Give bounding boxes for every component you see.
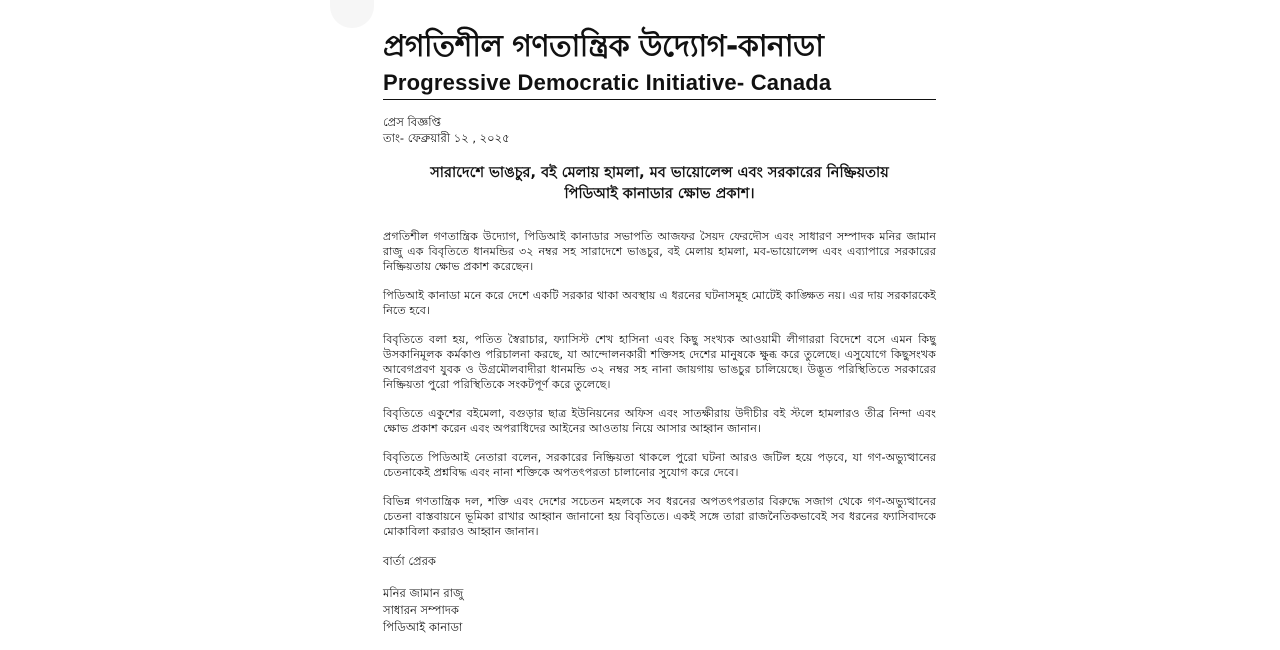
body-text xyxy=(383,229,936,539)
document-date: তাং- ফেব্রুয়ারী ১২ , ২০২৫ xyxy=(383,131,510,145)
sender-label: বার্তা প্রেরক xyxy=(383,554,436,568)
signature-organization: পিডিআই কানাডা xyxy=(383,620,463,634)
press-release-document xyxy=(383,28,936,636)
body-paragraph: প্রগতিশীল গণতান্ত্রিক উদ্যোগ, পিডিআই কানাডার সভাপতি আজফর সৈয়দ ফেরদৌস এবং সাধারণ সম্পাদক মনির জামান রাজু এক বিবৃতিতে ধানমন্ডির ৩২ নম্বর সহ সারাদেশে ভাঙচুর, বই মেলায় হামলা, মব-ভায়োলেন্স এবং এব্যাপারে সরকারের নিষ্ক্রিয়তায় ক্ষোভ প্রকাশ করেছেন। xyxy=(383,230,936,273)
press-release-headline xyxy=(383,163,936,205)
signature-block xyxy=(383,585,936,636)
body-paragraph: বিবৃতিতে পিডিআই নেতারা বলেন, সরকারের নিষ্ক্রিয়তা থাকলে পুরো ঘটনা আরও জটিল হয়ে পড়বে, যা গণ-অভ্যুত্থানের চেতনাকেই প্রশ্নবিদ্ধ এবং নানা শক্তিকে অপতৎপরতা চালানোর সুযোগ করে দেবে। xyxy=(383,451,936,479)
faint-corner-mark xyxy=(330,0,374,28)
headline-line-1: সারাদেশে ভাঙচুর, বই মেলায় হামলা, মব ভায়োলেন্স এবং সরকারের নিষ্ক্রিয়তায় xyxy=(430,165,889,181)
letterhead-divider xyxy=(383,99,936,100)
org-name-english: Progressive Democratic Initiative- Canada xyxy=(383,70,832,95)
signature-title: সাধারন সম্পাদক xyxy=(383,603,459,617)
headline-line-2: পিডিআই কানাডার ক্ষোভ প্রকাশ। xyxy=(564,186,755,202)
signature-name: মনির জামান রাজু xyxy=(383,586,464,600)
body-paragraph: বিভিন্ন গণতান্ত্রিক দল, শক্তি এবং দেশের সচেতন মহলকে সব ধরনের অপতৎপরতার বিরুদ্ধে সজাগ থেকে গণ-অভ্যুত্থানের চেতনা বাস্তবায়নে ভূমিকা রাখার আহ্বান জানানো হয় বিবৃতিতে। একই সঙ্গে তারা রাজনৈতিকভাবেই সব ধরনের ফ্যাসিবাদকে মোকাবিলা করারও আহ্বান জানান। xyxy=(383,495,936,538)
document-meta xyxy=(383,114,936,146)
body-paragraph: বিবৃতিতে বলা হয়, পতিত স্বৈরাচার, ফ্যাসিস্ট শেখ হাসিনা এবং কিছু সংখ্যক আওয়ামী লীগাররা বিদেশে বসে এমন কিছু উসকানিমূলক কর্মকাণ্ড পরিচালনা করছে, যা আন্দোলনকারী শক্তিসহ দেশের মানুষকে ক্ষুব্ধ করে তুলেছে। এসুযোগে কিছুসংখক আবেগপ্রবণ যুবক ও উগ্রমৌলবাদীরা ধানমন্ডি ৩২ নম্বর সহ নানা জায়গায় ভাঙচুর চালিয়েছে। উদ্ভূত পরিস্থিতিতে সরকারের নিষ্ক্রিয়তা পুরো পরিস্থিতিকে সংকটপূর্ণ করে তুলেছে। xyxy=(383,333,936,391)
letterhead xyxy=(383,28,936,100)
body-paragraph: পিডিআই কানাডা মনে করে দেশে একটি সরকার থাকা অবস্থায় এ ধরনের ঘটনাসমূহ মোটেই কাঙ্ক্ষিত নয়। এর দায় সরকারকেই নিতে হবে। xyxy=(383,289,936,317)
document-type: প্রেস বিজ্ঞপ্তি xyxy=(383,115,441,129)
org-name-bengali: প্রগতিশীল গণতান্ত্রিক উদ্যোগ-কানাডা xyxy=(383,29,824,64)
body-paragraph: বিবৃতিতে একুশের বইমেলা, বগুড়ার ছাত্র ইউনিয়নের অফিস এবং সাতক্ষীরায় উদীচীর বই স্টলে হামলারও তীব্র নিন্দা এবং ক্ষোভ প্রকাশ করেন এবং অপরাধিদের আইনের আওতায় নিয়ে আসার আহ্বান জানান। xyxy=(383,407,936,435)
